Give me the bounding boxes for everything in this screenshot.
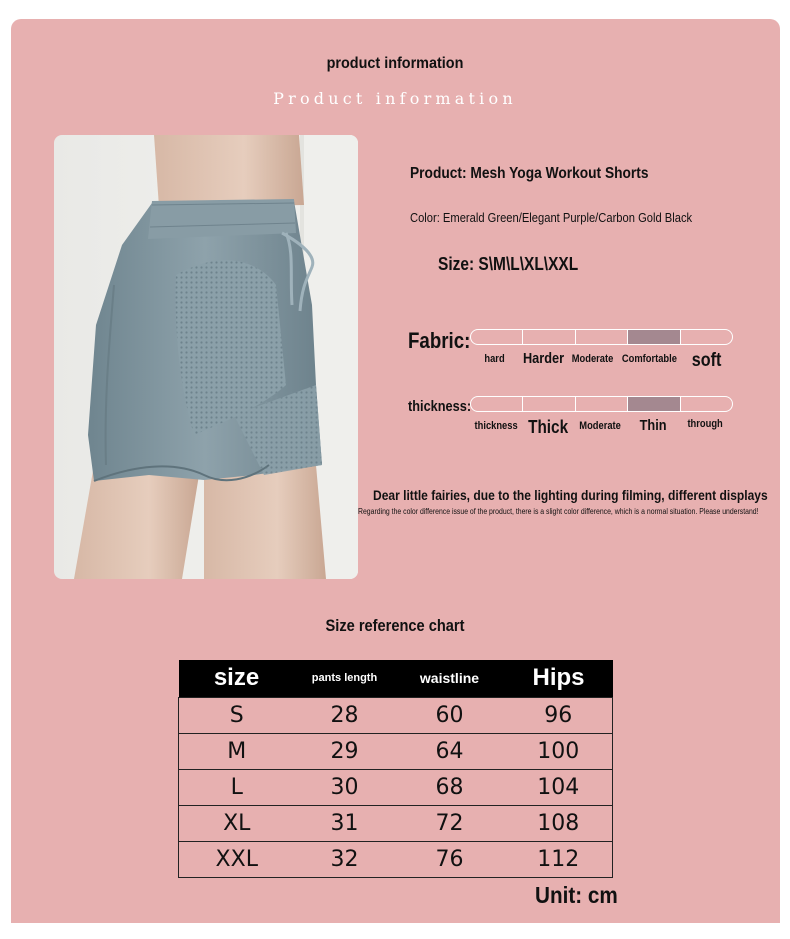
cell-pants-length: 30 xyxy=(330,774,359,800)
fabric-option: Harder xyxy=(523,350,565,367)
color-notice-detail: Regarding the color difference issue of the product, there is a slight color difference, which is a normal situation. Please understand! xyxy=(358,507,759,516)
cell-hips: 96 xyxy=(544,702,573,728)
cell-hips: 108 xyxy=(537,810,580,836)
size-chart-title: Size reference chart xyxy=(325,616,465,635)
cell-size: M xyxy=(227,738,247,764)
cell-size: S xyxy=(229,702,244,728)
product-colors: Color: Emerald Green/Elegant Purple/Carbon Gold Black xyxy=(410,210,693,225)
cell-hips: 104 xyxy=(537,774,580,800)
cell-size: L xyxy=(230,774,243,800)
header-size: size xyxy=(213,664,260,692)
cell-pants-length: 31 xyxy=(330,810,359,836)
cell-waistline: 60 xyxy=(435,702,464,728)
cell-hips: 100 xyxy=(537,738,580,764)
unit-label: Unit: cm xyxy=(535,882,618,908)
cell-hips: 112 xyxy=(537,846,580,872)
thickness-option: Thick xyxy=(528,417,569,437)
fabric-segment xyxy=(523,330,575,344)
header-hips: Hips xyxy=(532,664,585,692)
cell-size: XL xyxy=(223,810,251,836)
fabric-option: soft xyxy=(691,350,722,371)
thickness-option: Thin xyxy=(639,417,667,434)
table-row xyxy=(179,805,613,841)
table-row xyxy=(179,697,613,733)
product-sizes: Size: S\M\L\XL\XXL xyxy=(438,254,579,274)
thickness-scale-bar xyxy=(470,396,733,412)
cell-pants-length: 29 xyxy=(330,738,359,764)
thickness-segment xyxy=(681,397,732,411)
fabric-option: Comfortable xyxy=(622,353,678,365)
product-photo xyxy=(54,135,358,579)
cell-pants-length: 28 xyxy=(330,702,359,728)
fabric-scale-bar xyxy=(470,329,733,345)
thickness-segment xyxy=(471,397,523,411)
thickness-option: thickness xyxy=(474,420,518,432)
fabric-options xyxy=(470,350,731,372)
fabric-option: Moderate xyxy=(571,353,614,365)
table-row xyxy=(179,769,613,805)
thickness-options xyxy=(470,417,731,438)
thickness-option: through xyxy=(687,418,723,430)
cell-waistline: 64 xyxy=(435,738,464,764)
fabric-label: Fabric: xyxy=(408,328,471,353)
fabric-segment xyxy=(576,330,628,344)
fabric-option: hard xyxy=(484,353,505,365)
cell-waistline: 68 xyxy=(435,774,464,800)
cell-waistline: 72 xyxy=(435,810,464,836)
section-subtitle: Product information xyxy=(273,89,517,108)
header-pants-length: pants length xyxy=(311,672,378,685)
header-waistline: waistline xyxy=(419,670,480,687)
color-notice-heading: Dear little fairies, due to the lighting during filming, different displays xyxy=(373,487,768,503)
table-row xyxy=(179,733,613,769)
thickness-label: thickness: xyxy=(408,398,472,415)
fabric-segment xyxy=(471,330,523,344)
fabric-segment-selected xyxy=(628,330,680,344)
section-title: product information xyxy=(326,55,464,72)
thickness-segment xyxy=(523,397,575,411)
product-name: Product: Mesh Yoga Workout Shorts xyxy=(410,165,649,182)
cell-waistline: 76 xyxy=(435,846,464,872)
size-table xyxy=(178,660,613,878)
thickness-segment xyxy=(576,397,628,411)
cell-size: XXL xyxy=(215,846,258,872)
fabric-segment xyxy=(681,330,732,344)
thickness-segment-selected xyxy=(628,397,680,411)
cell-pants-length: 32 xyxy=(330,846,359,872)
size-table-header xyxy=(179,660,613,697)
thickness-option: Moderate xyxy=(579,420,622,432)
table-row xyxy=(179,841,613,877)
